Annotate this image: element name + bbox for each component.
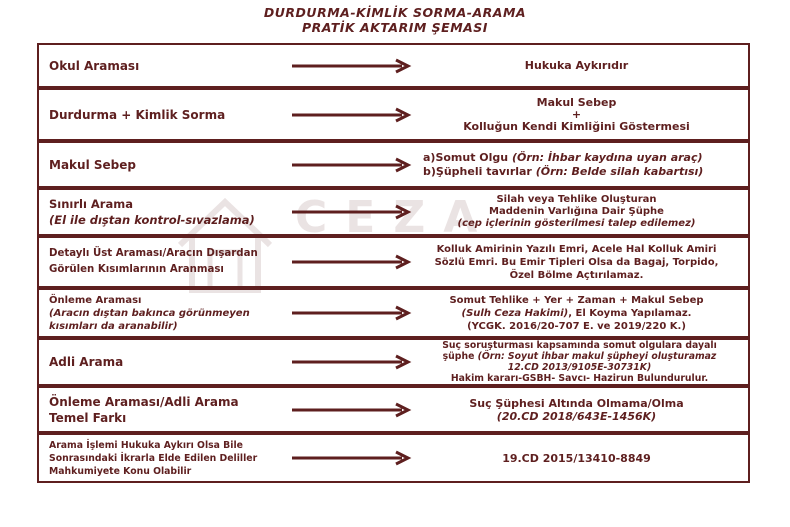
row-value [411,45,742,86]
arrow-icon [292,450,414,466]
row-label [49,238,294,286]
arrow-icon [292,402,414,418]
row-value-line: Özel Bölme Açtırılamaz. [509,269,644,281]
row-value-line: Kolluk Amirinin Yazılı Emri, Acele Hal Kolluk Amiri [436,243,717,255]
row-value [411,90,742,139]
row-detayli-ust-aramasi [37,236,750,288]
row-label-line: Önleme Araması/Adli Arama [49,394,239,409]
row-value [411,388,742,431]
arrow-icon [292,157,414,173]
plus-sign: + [571,107,582,121]
row-label-line: (Aracın dıştan bakınca görünmeyen [49,307,250,319]
row-value [411,190,742,234]
row-value-line-a [423,151,703,165]
arrow-icon [292,107,414,123]
row-label-line: Mahkumiyete Konu Olabilir [49,465,192,477]
row-onleme-aramasi [37,288,750,338]
row-label-line: Sınırlı Arama [49,197,133,211]
row-label-line: Okul Araması [49,58,140,73]
diagram-title [0,5,790,35]
row-value-line [443,351,717,362]
row-label [49,190,309,234]
adli-arama-example: (Örn: Soyut ihbar makul şüpheyi oluşturamaz [477,351,717,362]
arrow-icon [292,58,414,74]
suphe-word: şüphe [442,351,478,362]
row-label-line: Makul Sebep [49,157,136,172]
row-value [417,340,742,384]
watermark-text: CEZA [295,192,496,243]
row-value-line: Hakim kararı-GSBH- Savcı- Hazirun Bulundurulur. [450,373,709,384]
row-label [49,45,289,86]
row-adli-arama [37,338,750,386]
row-value-line [462,307,692,320]
row-value-line: (YCGK. 2016/20-707 E. ve 2019/220 K.) [467,320,686,332]
row-value [411,290,742,336]
row-okul-aramasi [37,43,750,88]
somut-olgu-label: a)Somut Olgu [423,150,512,164]
row-value-line: Makul Sebep [536,95,617,109]
row-label [49,290,294,336]
row-value-line: Kolluğun Kendi Kimliğini Göstermesi [463,119,690,133]
row-label [49,388,289,431]
row-label-line: Sonrasındaki İkrarla Elde Edilen Deliller [49,452,258,464]
row-label-line: Durdurma + Kimlik Sorma [49,107,226,122]
row-value-line: Hukuka Aykırıdır [524,59,629,72]
row-value-line: (20.CD 2018/643E-1456K) [496,409,657,423]
row-label-line: Önleme Araması [49,294,142,306]
row-label [49,435,294,481]
supheli-tavir-label: b)Şüpheli tavırlar [423,164,536,178]
row-value-line: 12.CD 2013/9105E-30731K) [507,362,652,373]
row-durdurma-kimlik [37,88,750,141]
title-line-2: PRATİK AKTARIM ŞEMASI [302,20,488,35]
row-label-line: Görülen Kısımlarının Aranması [49,264,224,275]
row-label [49,90,289,139]
row-value-line: Somut Tehlike + Yer + Zaman + Makul Sebep [449,294,704,306]
row-temel-fark [37,386,750,433]
arrow-icon [292,254,414,270]
row-hukuka-aykiri-ikrar [37,433,750,483]
row-label [49,143,289,186]
row-value-line: (cep içlerinin gösterilmesi talep edilemez) [457,218,696,229]
el-koyma-text: , El Koyma Yapılamaz. [568,307,692,319]
row-value-line: Suç Şüphesi Altında Olmama/Olma [469,396,684,410]
row-label [49,340,289,384]
row-value-line: 19.CD 2015/13410-8849 [502,451,651,465]
row-label-line: Detaylı Üst Araması/Aracın Dışardan [49,248,258,259]
somut-olgu-example: (Örn: İhbar kaydına uyan araç) [511,150,703,164]
arrow-icon [292,305,414,321]
sulh-ceza-hakimi: (Sulh Ceza Hakimi) [461,307,569,319]
row-sinirli-arama [37,188,750,236]
row-label-line: Adli Arama [49,355,124,369]
row-value-line-b [423,165,703,179]
row-value [411,238,742,286]
row-label-line: Arama İşlemi Hukuka Aykırı Olsa Bile [49,439,243,451]
row-value-line: Maddenin Varlığına Dair Şüphe [489,206,664,217]
arrow-icon [292,354,414,370]
supheli-tavir-example: (Örn: Belde silah kabartısı) [535,164,704,178]
row-value [411,435,742,481]
row-makul-sebep [37,141,750,188]
row-label-line: kısımları da aranabilir) [49,320,178,332]
row-label-line: (El ile dıştan kontrol-sıvazlama) [49,213,255,227]
row-value-line: Suç soruşturması kapsamında somut olgulara dayalı [442,340,717,351]
row-value-line: Sözlü Emri. Bu Emir Tipleri Olsa da Bagaj, Torpido, [434,256,719,268]
arrow-icon [292,204,414,220]
title-line-1: DURDURMA-KİMLİK SORMA-ARAMA [263,5,527,20]
row-value-line: Silah veya Tehlike Oluşturan [496,194,657,205]
row-label-line: Temel Farkı [49,410,127,425]
row-value [423,143,742,186]
